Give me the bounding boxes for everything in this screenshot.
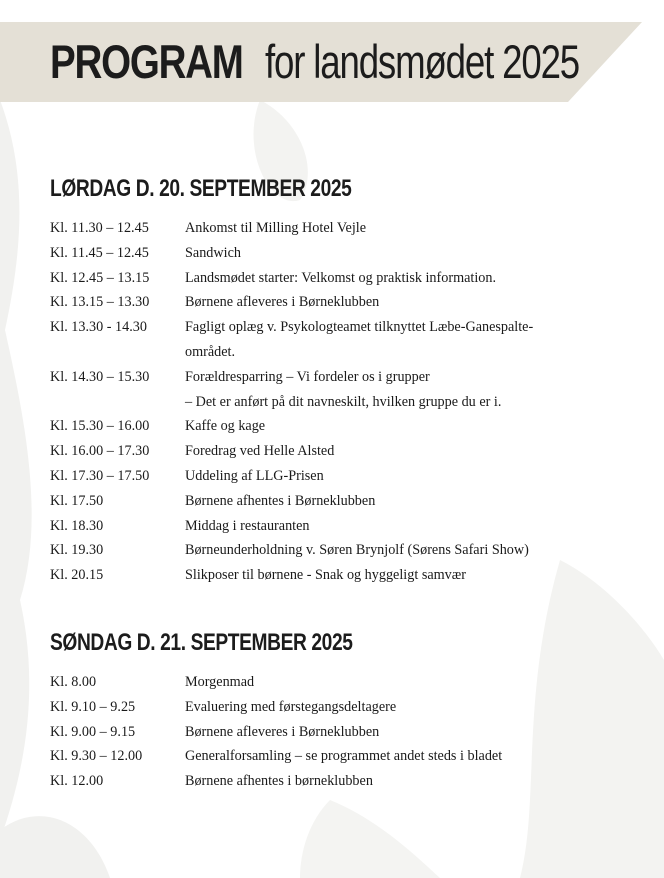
schedule-time: Kl. 13.15 – 13.30 — [50, 294, 150, 311]
schedule-row — [50, 216, 650, 241]
schedule-description-line: Uddeling af LLG-Prisen — [185, 467, 324, 484]
schedule-description-line: Evaluering med førstegangsdeltagere — [185, 698, 397, 715]
schedule-description-line: Sandwich — [185, 244, 241, 261]
schedule-row — [50, 464, 650, 489]
saturday-schedule — [50, 216, 650, 588]
schedule-row — [50, 514, 650, 539]
schedule-description-line: Børneunderholdning v. Søren Brynjolf (Sørens Safari Show) — [185, 542, 529, 559]
schedule-time: Kl. 12.00 — [50, 773, 104, 790]
schedule-description — [185, 720, 650, 745]
schedule-description — [185, 290, 650, 315]
schedule-time: Kl. 9.10 – 9.25 — [50, 698, 136, 715]
schedule-description-line: Børnene afleveres i Børneklubben — [185, 294, 380, 311]
schedule-row — [50, 439, 650, 464]
schedule-row — [50, 563, 650, 588]
schedule-description-line: Foredrag ved Helle Alsted — [185, 443, 335, 460]
schedule-description — [185, 365, 650, 415]
schedule-row — [50, 266, 650, 291]
schedule-description-line: Slikposer til børnene - Snak og hyggeligt samvær — [185, 567, 466, 584]
title-program: PROGRAM — [50, 35, 243, 88]
saturday-heading: LØRDAG D. 20. SEPTEMBER 2025 — [50, 175, 352, 202]
schedule-description-line: Generalforsamling – se programmet andet steds i bladet — [185, 748, 503, 765]
schedule-description — [185, 216, 650, 241]
schedule-row — [50, 241, 650, 266]
schedule-time: Kl. 8.00 — [50, 674, 97, 690]
schedule-description-line: området. — [185, 343, 236, 360]
schedule-description — [185, 439, 650, 464]
schedule-description-line: Børnene afleveres i Børneklubben — [185, 723, 380, 740]
schedule-time: Kl. 13.30 - 14.30 — [50, 319, 147, 336]
schedule-time: Kl. 17.50 — [50, 492, 104, 509]
schedule-row — [50, 414, 650, 439]
saturday-section — [50, 174, 650, 588]
sunday-heading: SØNDAG D. 21. SEPTEMBER 2025 — [50, 629, 353, 656]
schedule-time: Kl. 17.30 – 17.50 — [50, 467, 150, 484]
schedule-description-line: – Det er anført på dit navneskilt, hvilken gruppe du er i. — [185, 393, 502, 410]
schedule-row — [50, 538, 650, 563]
schedule-row — [50, 769, 650, 794]
schedule-description-line: Morgenmad — [185, 674, 255, 690]
schedule-description-line: Forældresparring – Vi fordeler os i grupper — [185, 368, 430, 385]
title-banner — [0, 22, 664, 102]
schedule-time: Kl. 9.00 – 9.15 — [50, 723, 136, 740]
schedule-time: Kl. 16.00 – 17.30 — [50, 443, 150, 460]
schedule-description — [185, 266, 650, 291]
schedule-time: Kl. 18.30 — [50, 517, 104, 534]
schedule-row — [50, 365, 650, 415]
schedule-description — [185, 315, 650, 365]
schedule-row — [50, 744, 650, 769]
schedule-description — [185, 695, 650, 720]
schedule-description — [185, 563, 650, 588]
schedule-description-line: Middag i restauranten — [185, 517, 310, 534]
schedule-description-line: Landsmødet starter: Velkomst og praktisk information. — [185, 269, 497, 286]
title-subtitle: for landsmødet 2025 — [265, 35, 580, 88]
schedule-description-line: Børnene afhentes i Børneklubben — [185, 492, 376, 509]
schedule-description — [185, 514, 650, 539]
schedule-row — [50, 695, 650, 720]
sunday-section — [50, 628, 650, 794]
schedule-description — [185, 464, 650, 489]
schedule-description-line: Fagligt oplæg v. Psykologteamet tilknyttet Læbe-Ganespalte- — [185, 319, 534, 336]
schedule-time: Kl. 11.30 – 12.45 — [50, 220, 149, 236]
schedule-row — [50, 720, 650, 745]
schedule-time: Kl. 19.30 — [50, 542, 104, 559]
schedule-row — [50, 489, 650, 514]
schedule-description — [185, 538, 650, 563]
schedule-description — [185, 744, 650, 769]
schedule-description — [185, 670, 650, 695]
schedule-description-line: Børnene afhentes i børneklubben — [185, 773, 373, 790]
schedule-description-line: Ankomst til Milling Hotel Vejle — [185, 220, 367, 236]
schedule-description — [185, 489, 650, 514]
schedule-description — [185, 414, 650, 439]
schedule-time: Kl. 20.15 — [50, 567, 104, 584]
schedule-row — [50, 670, 650, 695]
schedule-time: Kl. 14.30 – 15.30 — [50, 368, 150, 385]
schedule-time: Kl. 15.30 – 16.00 — [50, 418, 150, 435]
schedule-description-line: Kaffe og kage — [185, 418, 266, 435]
schedule-row — [50, 315, 650, 365]
schedule-row — [50, 290, 650, 315]
sunday-schedule — [50, 670, 650, 794]
schedule-description — [185, 241, 650, 266]
schedule-time: Kl. 12.45 – 13.15 — [50, 269, 150, 286]
page-title — [50, 34, 664, 102]
schedule-time: Kl. 9.30 – 12.00 — [50, 748, 143, 765]
schedule-time: Kl. 11.45 – 12.45 — [50, 244, 149, 261]
schedule-description — [185, 769, 650, 794]
